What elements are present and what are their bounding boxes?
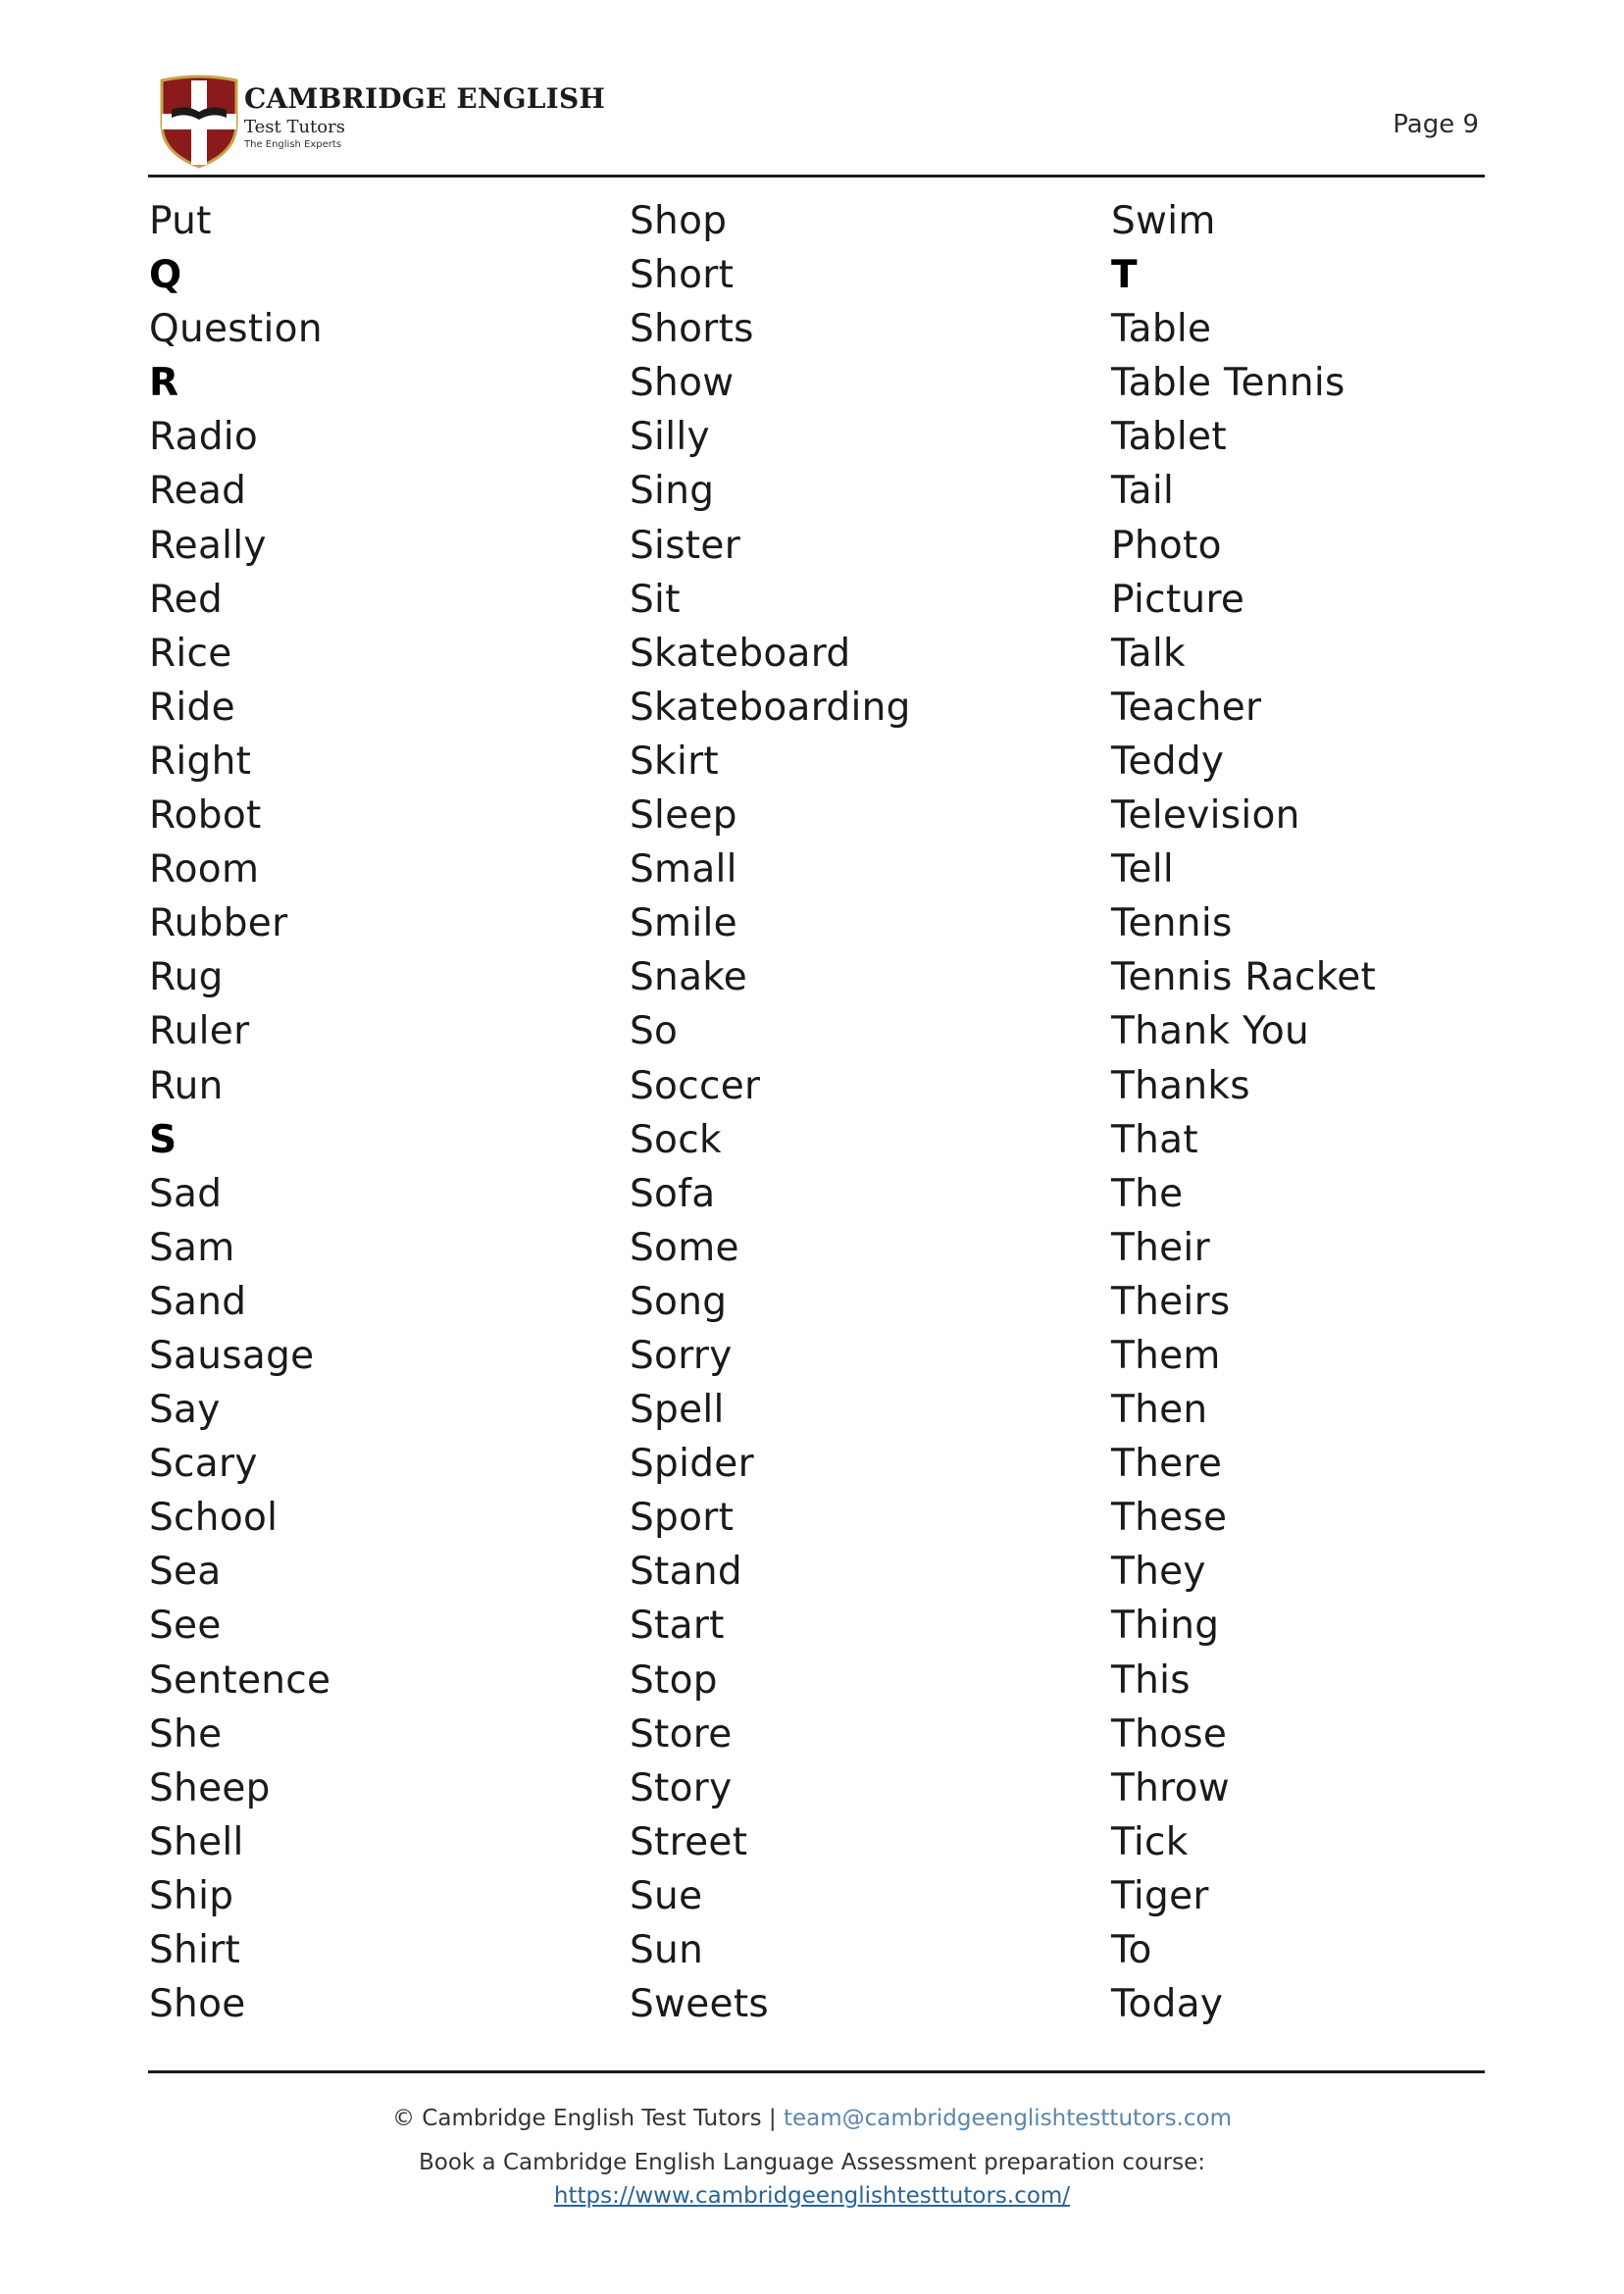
word-item: Sue [630,1873,703,1918]
word-item: Store [630,1711,733,1757]
word-item: Sister [630,523,741,568]
word-column-2 [630,194,911,2031]
word-item: Sand [149,1279,247,1324]
word-item: Sun [630,1928,704,1972]
word-item: So [630,1009,679,1054]
word-item: Tell [1111,847,1175,892]
header-divider [148,175,1485,178]
word-item: Sport [630,1496,735,1541]
word-item: Right [149,739,252,784]
word-item: Sentence [149,1657,331,1703]
word-item: Stop [630,1657,718,1703]
word-item: Sheep [149,1765,271,1810]
word-item: Thanks [1111,1063,1250,1108]
word-item: There [1111,1442,1223,1487]
word-item: Tick [1111,1819,1189,1864]
website-link[interactable]: https://www.cambridgeenglishtesttutors.com/ [553,2183,1071,2209]
word-item: Read [149,469,247,514]
word-item: Swim [1111,199,1216,243]
word-item: Tablet [1111,415,1227,460]
word-item: That [1111,1117,1198,1162]
word-item: Sad [149,1171,223,1216]
word-item: Photo [1111,523,1222,568]
word-item: Put [149,199,212,243]
word-item: Sock [630,1117,722,1162]
word-item: Shoe [149,1982,246,2027]
footer-copyright-line [0,2106,1624,2131]
word-item: Song [630,1279,728,1324]
word-item: Show [630,361,735,406]
word-item: See [149,1604,222,1649]
word-item: Sing [630,469,715,514]
word-item: Sea [149,1550,222,1595]
word-item: Ride [149,685,235,730]
word-item: Spider [630,1442,754,1487]
word-item: Talk [1111,631,1186,676]
word-item: Some [630,1225,739,1270]
word-item: Rug [149,955,224,1000]
copyright-text: © Cambridge English Test Tutors | [392,2106,784,2131]
word-item: Their [1111,1225,1210,1270]
footer-divider [148,2070,1485,2073]
word-item: Snake [630,955,748,1000]
letter-heading: R [149,361,179,406]
word-item: Tiger [1111,1873,1209,1918]
word-item: Shirt [149,1928,241,1972]
word-item: Tennis [1111,901,1233,946]
word-item: They [1111,1550,1206,1595]
word-item: Television [1111,793,1300,839]
brand-block [244,82,605,151]
word-item: Sofa [630,1171,716,1216]
word-item: Shell [149,1819,244,1864]
word-item: Rubber [149,901,288,946]
word-item: Tennis Racket [1111,955,1377,1000]
word-item: Story [630,1765,733,1810]
brand-tagline: The English Experts [244,139,342,150]
word-item: Skateboard [630,631,851,676]
word-item: Smile [630,901,737,946]
word-item: Sorry [630,1333,733,1378]
letter-heading: S [149,1117,178,1162]
word-item: Really [149,523,267,568]
word-item: Room [149,847,260,892]
word-item: Say [149,1388,221,1433]
word-item: Run [149,1063,224,1108]
word-item: Then [1111,1388,1208,1433]
letter-heading: T [1111,253,1138,298]
word-item: To [1111,1928,1152,1972]
word-item: Red [149,577,223,622]
brand-subtitle: Test Tutors [244,117,345,137]
brand-title: CAMBRIDGE ENGLISH [244,82,606,115]
word-column-1 [149,194,330,2031]
word-item: Sam [149,1225,235,1270]
word-item: Silly [630,415,710,460]
letter-heading: Q [149,253,182,298]
word-item: Table Tennis [1111,361,1345,406]
word-item: Radio [149,415,259,460]
word-item: Scary [149,1442,258,1487]
word-column-3 [1111,194,1376,2031]
word-item: Table [1111,307,1212,352]
word-item: Today [1111,1982,1224,2027]
word-item: Soccer [630,1063,761,1108]
word-item: Sweets [630,1982,770,2027]
email-link[interactable]: team@cambridgeenglishtesttutors.com [783,2106,1232,2131]
word-item: These [1111,1496,1228,1541]
word-item: This [1111,1657,1191,1703]
word-item: Tail [1111,469,1175,514]
word-item: Start [630,1604,725,1649]
page-number: Page 9 [1393,110,1479,139]
word-item: Picture [1111,577,1245,622]
word-item: Short [630,253,735,298]
word-item: Spell [630,1388,725,1433]
word-item: Teddy [1111,739,1225,784]
word-item: The [1111,1171,1184,1216]
word-item: Sleep [630,793,737,839]
word-item: Shorts [630,307,754,352]
word-item: Skateboarding [630,685,911,730]
word-item: Throw [1111,1765,1230,1810]
footer-url-line [0,2183,1624,2209]
word-item: Shop [630,199,728,243]
word-item: School [149,1496,279,1541]
word-item: Small [630,847,737,892]
word-item: Question [149,307,323,352]
word-item: Street [630,1819,748,1864]
word-item: Ship [149,1873,234,1918]
word-item: Teacher [1111,685,1262,730]
word-item: She [149,1711,223,1757]
word-item: Robot [149,793,262,839]
word-item: Them [1111,1333,1221,1378]
word-item: Ruler [149,1009,250,1054]
shield-logo-icon [158,75,240,169]
footer-book-text: Book a Cambridge English Language Assessment preparation course: [418,2150,1206,2175]
word-item: Thank You [1111,1009,1310,1054]
word-item: Sausage [149,1333,315,1378]
word-item: Those [1111,1711,1228,1757]
page-header [148,71,1485,178]
word-item: Sit [630,577,681,622]
word-item: Thing [1111,1604,1220,1649]
word-item: Theirs [1111,1279,1231,1324]
word-item: Stand [630,1550,742,1595]
word-item: Rice [149,631,232,676]
word-item: Skirt [630,739,720,784]
